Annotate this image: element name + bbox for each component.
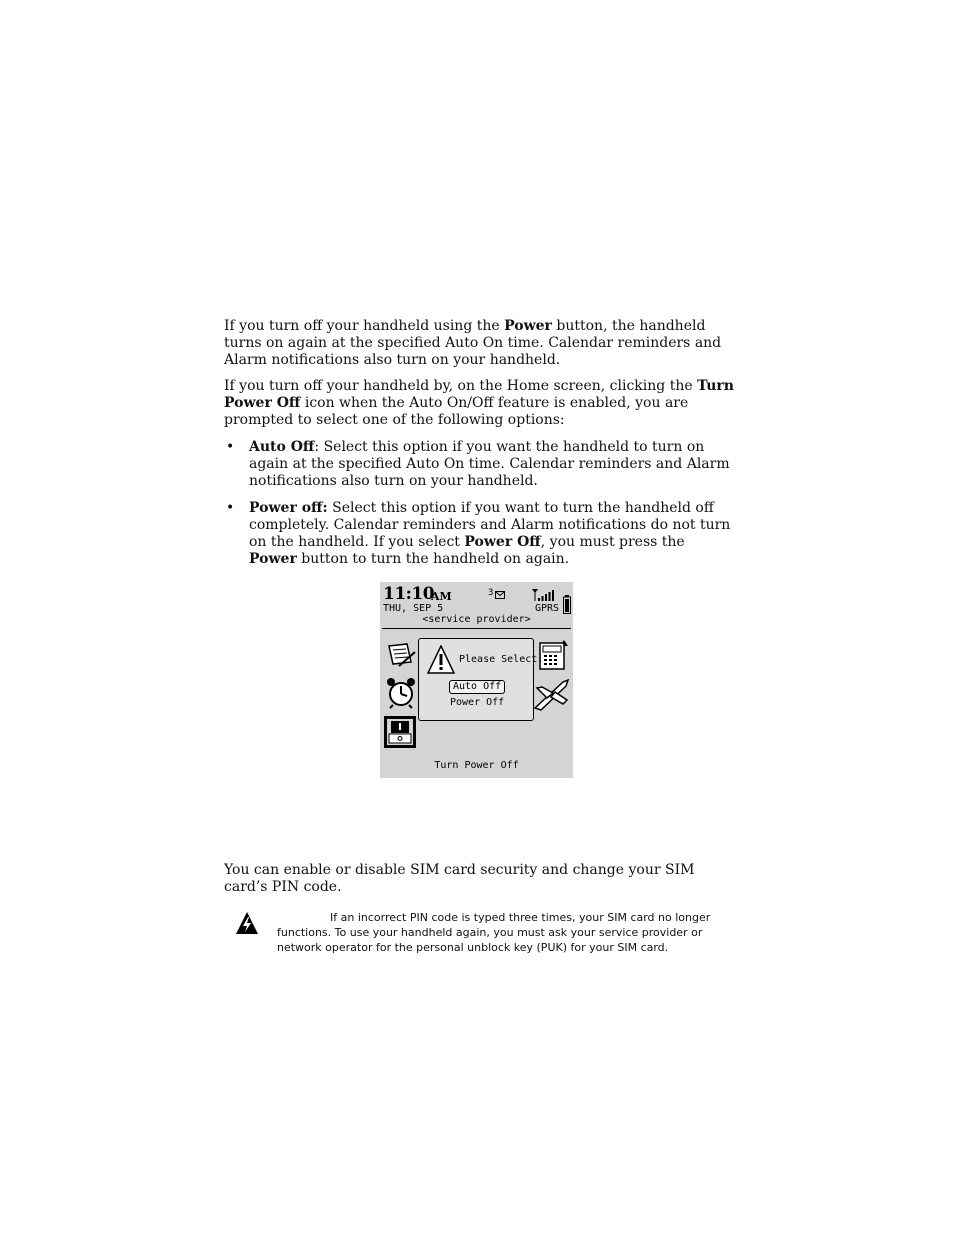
clock-ampm: AM — [431, 590, 452, 603]
text: Select this option if you want to turn the handheld off completely. Calendar reminders and Alarm notifications do not turn on the handheld. If you select — [249, 500, 731, 550]
handheld-screenshot — [380, 582, 573, 778]
dialog-title: Please Select: — [459, 654, 544, 665]
bold-term: Power Off — [464, 534, 541, 550]
text: If you turn off your handheld by, on the Home screen, clicking the — [224, 378, 698, 394]
date-label: THU, SEP 5 — [383, 603, 444, 614]
auto-off-option[interactable]: Auto Off — [449, 680, 505, 694]
text: If you turn off your handheld using the — [224, 318, 505, 334]
bold-term: Power off: — [249, 500, 328, 516]
bold-term: Turn Power Off — [224, 378, 734, 411]
paragraph-power-button — [224, 318, 734, 369]
signal-strength-icon — [532, 589, 562, 601]
text: , you must press the — [540, 534, 685, 550]
bullet-symbol: • — [226, 500, 235, 516]
header-divider — [382, 628, 571, 629]
text: button, the handheld turns on again at the specified Auto On time. Calendar reminders and Alarm notifications also turn on your handheld. — [224, 318, 722, 368]
compose-icon[interactable] — [385, 642, 417, 670]
paragraph-sim-security: You can enable or disable SIM card security and change your SIM card’s PIN code. — [224, 862, 695, 895]
warning-icon — [235, 911, 259, 935]
bold-term: Power — [249, 551, 297, 567]
bold-term: Auto Off — [249, 439, 315, 455]
bullet-text — [249, 439, 734, 490]
clock-time: 11:10 — [383, 584, 435, 604]
alarm-clock-icon[interactable] — [386, 677, 416, 709]
power-switch-icon[interactable] — [383, 715, 417, 749]
envelope-icon — [495, 591, 505, 599]
text: : Select this option if you want the handheld to turn on again at the specified Auto On time. Calendar reminders and Alarm notifications also turn on your handheld. — [249, 439, 730, 489]
network-label: GPRS — [535, 603, 560, 614]
airplane-icon[interactable] — [533, 678, 571, 712]
warning-icon — [427, 645, 455, 675]
message-count: 3 — [488, 588, 494, 598]
power-off-option[interactable]: Power Off — [450, 697, 505, 708]
warning-note: If an incorrect PIN code is typed three times, your SIM card no longer functions. To use your handheld again, you must ask your service provider or network operator for the personal unblock key (PUK) for your SIM card. — [277, 911, 711, 954]
selected-icon-caption: Turn Power Off — [434, 760, 519, 771]
text: icon when the Auto On/Off feature is enabled, you are prompted to select one of the following options: — [224, 395, 689, 428]
text: button to turn the handheld on again. — [296, 551, 570, 567]
please-select-dialog — [418, 638, 544, 721]
paragraph-turn-power-off — [224, 378, 734, 429]
bullet-symbol: • — [226, 439, 235, 455]
battery-icon — [563, 595, 571, 614]
bullet-text — [249, 500, 734, 568]
bold-term: Power — [504, 318, 552, 334]
service-provider-label: <service provider> — [422, 614, 531, 625]
